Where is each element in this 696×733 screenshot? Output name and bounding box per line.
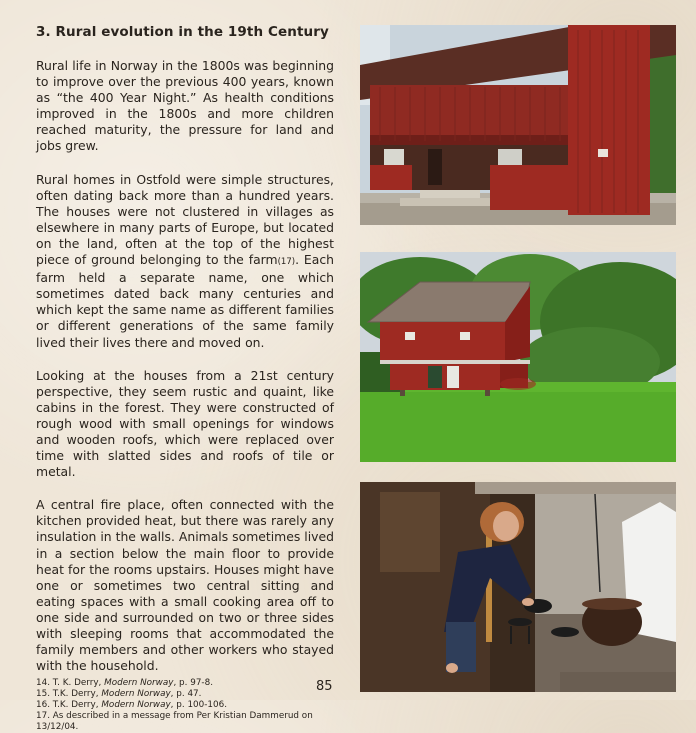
footnote-17: 17. As described in a message from Per Kristian Dammerud on: [36, 711, 313, 721]
paragraph-2-text-cont: . Each farm held a separate name, one which sometimes dated back many centuries and which kept the same name as different families or different generations of the same family lived their lives there and moved on.: [36, 252, 334, 350]
paragraph-1: Rural life in Norway in the 1800s was beginning to improve over the previous 400 years, known as “the 400 Year Night.” As health conditions improved in the 1800s and more children reached maturity, the pressure for land and jobs grew.: [36, 58, 334, 154]
footnote-16: 16. T.K. Derry, Modern Norway, p. 100-106.: [36, 700, 227, 711]
paragraph-3: Looking at the houses from a 21st century perspective, they seem rustic and quaint, like cabins in the forest. They were constructed of rough wood with small openings for windows and wooden roofs, which were replaced over time with slatted sides and roofs of tile or metal.: [36, 367, 334, 480]
paragraph-2-text: Rural homes in Ostfold were simple structures, often dating back more than a hundred years. The houses were not clustered in villages as elsewhere in many parts of Europe, but located on the land, often at the top of the highest piece of ground belonging to the farm: [36, 171, 334, 268]
section-heading: 3. Rural evolution in the 19th Century: [36, 24, 329, 40]
footnote-17-cont: 13/12/04.: [36, 721, 79, 732]
page-number: 85: [316, 679, 333, 694]
photo-storehouse: [360, 252, 676, 462]
footnote-15: 15. T.K. Derry, Modern Norway, p. 47.: [36, 689, 202, 700]
photo-farmhouse: [360, 25, 676, 225]
footnote-ref-17: (17): [277, 257, 296, 268]
paragraph-4: A central fire place, often connected with the kitchen provided heat, but there was rarely any insulation in the walls. Animals sometimes lived in a section below the main floor to provide heat for the rooms upstairs. Houses might have one or sometimes two central sitting and eating spaces with a small cooking area off to one side and surrounded on two or three sides with sleeping rooms that accommodated the family members and other workers who stayed with the household.: [36, 497, 334, 674]
paragraph-2: [36, 172, 334, 351]
footnote-14: 14. T. K. Derry, Modern Norway, p. 97-8.: [36, 678, 213, 689]
photo-hearth: [360, 482, 676, 692]
text-column: [36, 24, 334, 733]
footnotes: [36, 678, 334, 733]
